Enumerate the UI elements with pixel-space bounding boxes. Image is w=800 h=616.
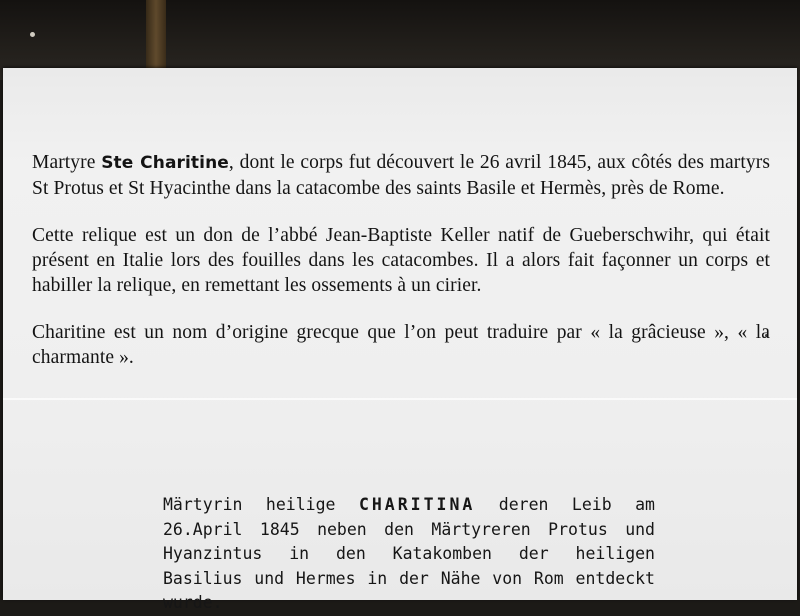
light-speck: [30, 32, 35, 37]
printed-notice-sheet: [3, 68, 797, 612]
french-paragraph-3: Charitine est un nom d’origine grecque que l’on peut traduire par « la grâcieuse », « la charmante ».: [32, 322, 770, 368]
french-paragraph-2: Cette relique est un don de l’abbé Jean-Baptiste Keller natif de Gueberschwihr, qui était présent en Italie lors des fouilles dans les catacombes. Il a alors fait façonner un corps et habiller la relique, en remettant les ossements à un cirier.: [32, 225, 770, 296]
french-p1-prefix: Martyre: [32, 152, 102, 173]
german-prefix: Märtyrin heilige: [163, 495, 359, 514]
french-paragraph-1: [32, 150, 770, 201]
german-paragraph: [163, 493, 655, 616]
french-p1-text: , dont le corps fut découvert le 26 avril 1845, aux côtés des martyrs St Protus et St Hyacinthe dans la catacombe des saints Basile et Hermès, près de Rome.: [32, 152, 771, 199]
saint-name-french: Ste Charitine: [101, 153, 229, 173]
wooden-post: [146, 0, 166, 70]
german-text: deren Leib am 26.April 1845 neben den Märtyreren Protus und Hyanzintus in den Katakomben der heiligen Basilius und Hermes in der Nähe von Rom entdeckt wurde.: [163, 495, 655, 612]
french-text-block: [32, 150, 770, 392]
saint-name-german: CHARITINA: [358, 495, 476, 514]
german-text-block: [163, 493, 655, 616]
